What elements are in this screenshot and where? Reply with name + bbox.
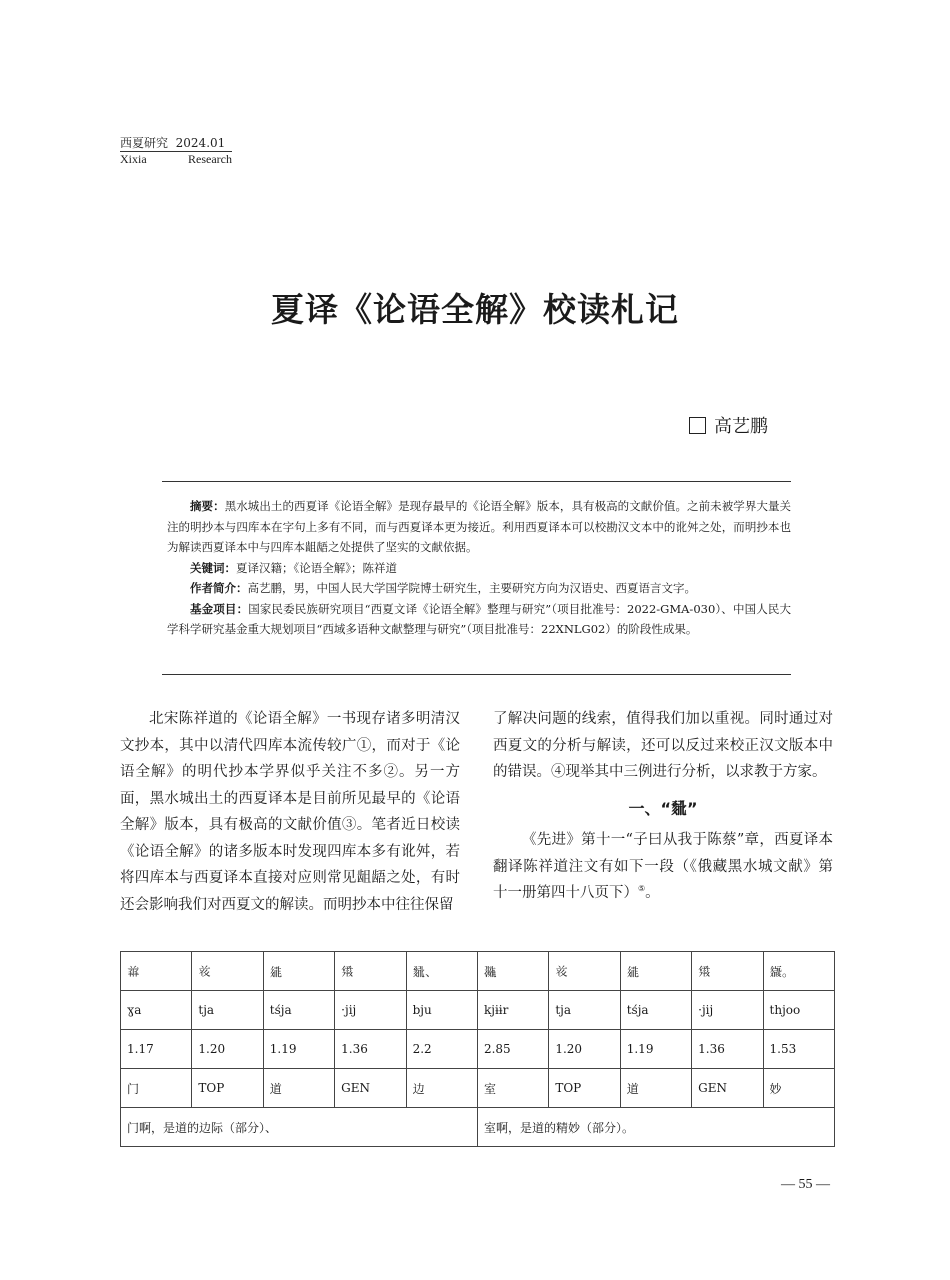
tangut-cell: 𘝞: [192, 952, 263, 991]
page-number: — 55 —: [781, 1177, 830, 1192]
author-bio-label: 作者简介：: [190, 581, 248, 595]
phonetic-cell: thjoo: [763, 991, 834, 1030]
phonetic-cell: tja: [192, 991, 263, 1030]
abstract-bottom-rule: [162, 674, 791, 675]
author-bio-paragraph: [167, 578, 791, 599]
abstract-label: 摘要：: [190, 499, 225, 513]
translation-row: [121, 1108, 835, 1147]
body-column-right: [493, 706, 833, 907]
abstract-text: 黑水城出土的西夏译《论语全解》是现存最早的《论语全解》版本，具有极高的文献价值。之前未被学界大量关注的明抄本与四库本在字句上多有不同，而与西夏译本更为接近。利用西夏译本可以校勘汉文本中的讹舛之处，而明抄本也为解读西夏译本中与四库本龃龉之处提供了坚实的文献依据。: [167, 499, 792, 554]
keywords-paragraph: [167, 558, 791, 579]
index-cell: 1.36: [335, 1030, 406, 1069]
body-text: 。: [645, 885, 660, 901]
footnote-ref-5[interactable]: ⑤: [638, 884, 646, 894]
gloss-cell: 道: [620, 1069, 691, 1108]
tangut-cell: 𘙇、: [406, 952, 477, 991]
body-text: 《先进》第十一“子曰从我于陈蔡”章，西夏译本翻译陈祥道注文有如下一段（《俄藏黑水城文献》第十一册第四十八页下）: [493, 832, 833, 901]
tangut-cell: 𗧓: [263, 952, 334, 991]
gloss-cell: GEN: [692, 1069, 763, 1108]
funding-text: 国家民委民族研究项目“西夏文译《论语全解》整理与研究”（项目批准号：2022-GMA-030）、中国人民大学科学研究基金重大规划项目“西域多语种文献整理与研究”（项目批准号：22XNLG02）的阶段性成果。: [167, 601, 792, 636]
keywords-text: 夏译汉籍；《论语全解》；陈祥道: [236, 560, 397, 575]
body-paragraph-1-continued: 了解决问题的线索，值得我们加以重视。同时通过对西夏文的分析与解读，还可以反过来校正汉文版本中的错误。④现举其中三例进行分析，以求教于方家。: [493, 711, 833, 780]
gloss-cell: 边: [406, 1069, 477, 1108]
gloss-cell: 门: [121, 1069, 192, 1108]
tangut-row: [121, 952, 835, 991]
index-cell: 1.20: [192, 1030, 263, 1069]
abstract-top-rule: [162, 481, 791, 482]
index-cell: 1.19: [263, 1030, 334, 1069]
phonetic-cell: kjɨɨr: [477, 991, 548, 1030]
author-bio-text: 高艺鹏，男，中国人民大学国学院博士研究生，主要研究方向为汉语史、西夏语言文字。: [247, 581, 696, 595]
gloss-table: [120, 951, 835, 1147]
phonetic-cell: ·jij: [335, 991, 406, 1030]
journal-name-en-right: Research: [188, 152, 232, 166]
phonetic-cell: ɣa: [121, 991, 192, 1030]
phonetic-row: [121, 991, 835, 1030]
author-name: 高艺鹏: [714, 416, 768, 437]
index-cell: 1.36: [692, 1030, 763, 1069]
gloss-cell: TOP: [192, 1069, 263, 1108]
body-paragraph-2: [493, 827, 833, 907]
gloss-cell: TOP: [549, 1069, 620, 1108]
body-paragraph-1: 北宋陈祥道的《论语全解》一书现存诸多明清汉文抄本，其中以清代四库本流传较广①，而对于《论语全解》的明代抄本学界似乎关注不多②。另一方面，黑水城出土的西夏译本是目前所见最早的《论语全解》版本，具有极高的文献价值③。笔者近日校读《论语全解》的诸多版本时发现四库本多有讹舛，若将四库本与西夏译本直接对应则常见龃龉之处，有时还会影响我们对西夏文的解读。而明抄本中往往保留: [120, 711, 460, 913]
funding-paragraph: [167, 599, 791, 640]
journal-issue: [120, 136, 232, 152]
translation-cell: 门啊，是道的边际（部分）、: [121, 1108, 478, 1147]
gloss-cell: 道: [263, 1069, 334, 1108]
index-cell: 2.2: [406, 1030, 477, 1069]
phonetic-cell: tśja: [263, 991, 334, 1030]
tangut-cell: 𗧓: [620, 952, 691, 991]
phonetic-cell: ·jij: [692, 991, 763, 1030]
index-cell: 1.17: [121, 1030, 192, 1069]
running-head: [120, 136, 232, 167]
tangut-cell: 𗋽: [692, 952, 763, 991]
keywords-label: 关键词：: [190, 560, 236, 575]
phonetic-cell: tśja: [620, 991, 691, 1030]
gloss-row: [121, 1069, 835, 1108]
journal-name: 西夏研究: [120, 136, 169, 150]
issue-number: 2024.01: [175, 136, 226, 150]
phonetic-cell: bju: [406, 991, 477, 1030]
gloss-cell: 室: [477, 1069, 548, 1108]
abstract-paragraph: [167, 496, 791, 558]
author-line: [689, 412, 768, 438]
body-column-left: [120, 706, 460, 918]
index-cell: 1.19: [620, 1030, 691, 1069]
gloss-cell: 妙: [763, 1069, 834, 1108]
abstract-block: [167, 496, 791, 640]
gloss-cell: GEN: [335, 1069, 406, 1108]
journal-name-en-left: Xixia: [120, 152, 147, 166]
tangut-cell: 𗒐: [121, 952, 192, 991]
funding-label: 基金项目：: [190, 601, 249, 616]
tangut-cell: 𗿼。: [763, 952, 834, 991]
tangut-cell: 𗋽: [335, 952, 406, 991]
translation-cell: 室啊，是道的精妙（部分）。: [477, 1108, 834, 1147]
tangut-cell: 𗖵: [477, 952, 548, 991]
article-title: 夏译《论语全解》校读札记: [271, 290, 679, 329]
index-cell: 1.20: [549, 1030, 620, 1069]
tangut-cell: 𘝞: [549, 952, 620, 991]
journal-name-en: [120, 152, 232, 167]
phonetic-cell: tja: [549, 991, 620, 1030]
index-row: [121, 1030, 835, 1069]
author-box-icon: [689, 417, 706, 434]
index-cell: 1.53: [763, 1030, 834, 1069]
index-cell: 2.85: [477, 1030, 548, 1069]
section-heading: 一、“𘙇”: [628, 798, 698, 818]
